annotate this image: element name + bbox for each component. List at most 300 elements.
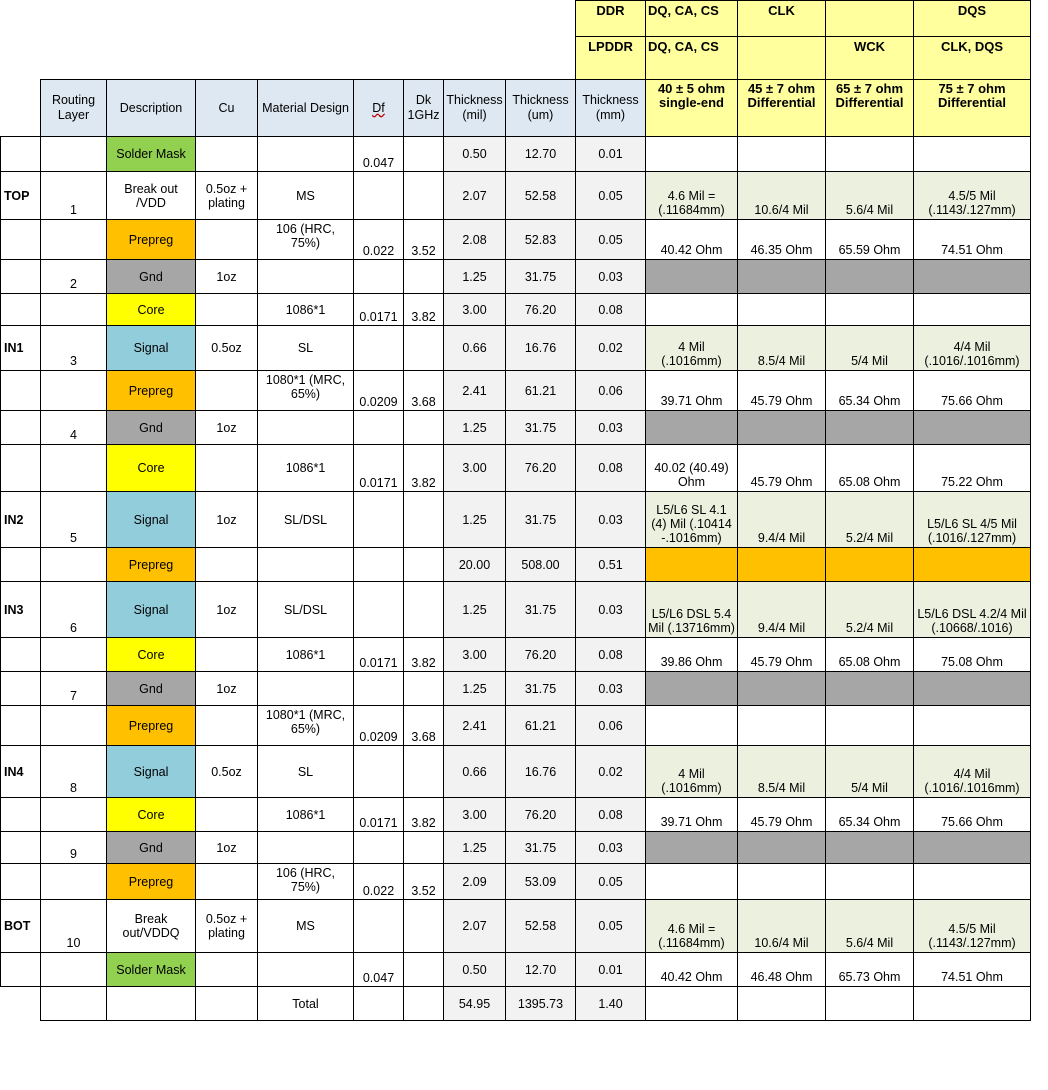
layer-number-cell <box>41 294 107 326</box>
copper-cell: 1oz <box>196 492 258 548</box>
thickness-mm-cell: 0.03 <box>576 672 646 706</box>
impedance-75-cell: 75.08 Ohm <box>914 638 1031 672</box>
impedance-45-cell <box>738 260 826 294</box>
impedance-75-cell <box>914 294 1031 326</box>
impedance-40-cell: 4 Mil (.1016mm) <box>646 326 738 371</box>
table-row <box>1 582 1031 638</box>
table-row <box>1 746 1031 798</box>
material-cell <box>258 672 354 706</box>
table-row <box>1 492 1031 548</box>
thickness-mil-cell: 0.50 <box>444 953 506 987</box>
impedance-65-cell <box>826 548 914 582</box>
thickness-um-cell: 52.58 <box>506 900 576 953</box>
impedance-75-cell <box>914 864 1031 900</box>
thickness-um-cell: 31.75 <box>506 492 576 548</box>
layer-cell <box>1 294 41 326</box>
copper-cell <box>196 638 258 672</box>
description-cell: Prepreg <box>107 220 196 260</box>
impedance-75-cell: L5/L6 SL 4/5 Mil (.1016/.127mm) <box>914 492 1031 548</box>
layer-number-cell <box>41 137 107 172</box>
impedance-45-cell <box>738 294 826 326</box>
impedance-40-cell: 4 Mil (.1016mm) <box>646 746 738 798</box>
dk-cell <box>404 137 444 172</box>
col-df <box>354 80 404 137</box>
dk-cell: 3.82 <box>404 638 444 672</box>
layer-cell <box>1 220 41 260</box>
thickness-mm-cell: 0.01 <box>576 953 646 987</box>
layer-number-cell <box>41 445 107 492</box>
table-row <box>1 987 1031 1021</box>
impedance-65-cell: 5/4 Mil <box>826 746 914 798</box>
thickness-mm-cell: 0.08 <box>576 294 646 326</box>
layer-number-cell <box>41 987 107 1021</box>
thickness-um-cell: 31.75 <box>506 832 576 864</box>
impedance-45-cell: 8.5/4 Mil <box>738 326 826 371</box>
copper-cell: 0.5oz <box>196 746 258 798</box>
material-cell: 1086*1 <box>258 445 354 492</box>
dk-cell <box>404 582 444 638</box>
impedance-65-cell: 5.6/4 Mil <box>826 172 914 220</box>
df-cell <box>354 832 404 864</box>
impedance-40-cell: 4.6 Mil = (.11684mm) <box>646 900 738 953</box>
thickness-um-cell: 16.76 <box>506 326 576 371</box>
group-header-row-ddr <box>1 1 1031 37</box>
impedance-75-cell <box>914 411 1031 445</box>
layer-cell <box>1 987 41 1021</box>
layer-cell <box>1 445 41 492</box>
material-cell: SL/DSL <box>258 492 354 548</box>
impedance-65-cell <box>826 260 914 294</box>
impedance-65-cell: 5.2/4 Mil <box>826 492 914 548</box>
dk-cell: 3.68 <box>404 371 444 411</box>
group-lpddr-empty <box>738 37 826 80</box>
impedance-45-cell: 46.48 Ohm <box>738 953 826 987</box>
impedance-65-cell: 65.08 Ohm <box>826 445 914 492</box>
thickness-mm-cell: 0.03 <box>576 411 646 445</box>
dk-cell <box>404 987 444 1021</box>
impedance-65-cell: 65.08 Ohm <box>826 638 914 672</box>
material-cell: 1086*1 <box>258 294 354 326</box>
table-row <box>1 260 1031 294</box>
description-cell: Gnd <box>107 260 196 294</box>
impedance-75-cell: 4.5/5 Mil (.1143/.127mm) <box>914 172 1031 220</box>
impedance-45-cell: 10.6/4 Mil <box>738 900 826 953</box>
layer-cell <box>1 953 41 987</box>
impedance-40-cell: 4.6 Mil = (.11684mm) <box>646 172 738 220</box>
impedance-75-cell: 75.22 Ohm <box>914 445 1031 492</box>
thickness-um-cell: 76.20 <box>506 638 576 672</box>
layer-number-cell <box>41 798 107 832</box>
df-cell: 0.047 <box>354 137 404 172</box>
copper-cell <box>196 548 258 582</box>
dk-cell <box>404 492 444 548</box>
impedance-40-cell: 40.42 Ohm <box>646 953 738 987</box>
thickness-mil-cell: 0.50 <box>444 137 506 172</box>
thickness-mm-cell: 0.06 <box>576 706 646 746</box>
df-cell: 0.0171 <box>354 638 404 672</box>
layer-number-cell: 8 <box>41 746 107 798</box>
thickness-mm-cell: 0.03 <box>576 832 646 864</box>
df-cell <box>354 260 404 294</box>
impedance-75-cell <box>914 987 1031 1021</box>
impedance-75-cell: 75.66 Ohm <box>914 798 1031 832</box>
impedance-45-cell <box>738 548 826 582</box>
impedance-75-cell: L5/L6 DSL 4.2/4 Mil (.10668/.1016) <box>914 582 1031 638</box>
df-cell <box>354 492 404 548</box>
impedance-75-cell <box>914 548 1031 582</box>
thickness-mm-cell: 0.08 <box>576 638 646 672</box>
thickness-mil-cell: 2.07 <box>444 900 506 953</box>
impedance-75-cell <box>914 832 1031 864</box>
layer-number-cell: 6 <box>41 582 107 638</box>
layer-cell <box>1 260 41 294</box>
group-ddr-clk: CLK <box>738 1 826 37</box>
layer-cell <box>1 672 41 706</box>
impedance-40-cell <box>646 832 738 864</box>
table-row <box>1 638 1031 672</box>
description-cell: Prepreg <box>107 706 196 746</box>
table-row <box>1 371 1031 411</box>
col-routing-layer: Routing Layer <box>41 80 107 137</box>
table-row <box>1 294 1031 326</box>
impedance-40-cell: L5/L6 SL 4.1 (4) Mil (.10414 -.1016mm) <box>646 492 738 548</box>
dk-cell <box>404 260 444 294</box>
df-cell <box>354 582 404 638</box>
layer-number-cell: 7 <box>41 672 107 706</box>
layer-cell: BOT <box>1 900 41 953</box>
impedance-40-cell: 40.42 Ohm <box>646 220 738 260</box>
thickness-um-cell: 52.83 <box>506 220 576 260</box>
dk-cell <box>404 326 444 371</box>
thickness-mil-cell: 3.00 <box>444 294 506 326</box>
layer-cell <box>1 371 41 411</box>
thickness-mil-cell: 1.25 <box>444 832 506 864</box>
layer-number-cell <box>41 953 107 987</box>
copper-cell <box>196 371 258 411</box>
group-ddr-dqs: DQS <box>914 1 1031 37</box>
thickness-um-cell: 76.20 <box>506 294 576 326</box>
impedance-45-cell: 8.5/4 Mil <box>738 746 826 798</box>
thickness-um-cell: 76.20 <box>506 445 576 492</box>
impedance-65-cell <box>826 411 914 445</box>
thickness-mm-cell: 0.08 <box>576 445 646 492</box>
group-header-row-lpddr <box>1 37 1031 80</box>
thickness-um-cell: 52.58 <box>506 172 576 220</box>
material-cell <box>258 548 354 582</box>
col-description: Description <box>107 80 196 137</box>
thickness-mm-cell: 0.02 <box>576 746 646 798</box>
col-material: Material Design <box>258 80 354 137</box>
df-cell: 0.0171 <box>354 798 404 832</box>
impedance-75-cell: 75.66 Ohm <box>914 371 1031 411</box>
impedance-65-cell: 65.59 Ohm <box>826 220 914 260</box>
material-cell: SL <box>258 746 354 798</box>
layer-number-cell: 2 <box>41 260 107 294</box>
col-thk-um: Thickness (um) <box>506 80 576 137</box>
df-cell <box>354 548 404 582</box>
table-row <box>1 548 1031 582</box>
group-lpddr-wck: WCK <box>826 37 914 80</box>
df-cell <box>354 987 404 1021</box>
table-row <box>1 953 1031 987</box>
impedance-75-cell: 74.51 Ohm <box>914 220 1031 260</box>
thickness-um-cell: 12.70 <box>506 137 576 172</box>
group-ddr-empty <box>826 1 914 37</box>
impedance-40-cell <box>646 260 738 294</box>
df-cell <box>354 746 404 798</box>
material-cell: Total <box>258 987 354 1021</box>
impedance-75-cell: 4/4 Mil (.1016/.1016mm) <box>914 326 1031 371</box>
impedance-40-cell <box>646 548 738 582</box>
layer-cell <box>1 798 41 832</box>
dk-cell <box>404 672 444 706</box>
dk-cell: 3.82 <box>404 445 444 492</box>
thickness-mil-cell: 2.07 <box>444 172 506 220</box>
layer-cell: TOP <box>1 172 41 220</box>
dk-cell: 3.52 <box>404 864 444 900</box>
description-cell: Solder Mask <box>107 137 196 172</box>
col-imp40 <box>646 80 738 137</box>
thickness-mil-cell: 0.66 <box>444 326 506 371</box>
material-cell: 1080*1 (MRC, 65%) <box>258 371 354 411</box>
df-cell <box>354 326 404 371</box>
thickness-mil-cell: 0.66 <box>444 746 506 798</box>
thickness-mm-cell: 0.02 <box>576 326 646 371</box>
thickness-mil-cell: 1.25 <box>444 260 506 294</box>
table-row <box>1 900 1031 953</box>
df-cell <box>354 411 404 445</box>
table-row <box>1 864 1031 900</box>
material-cell: SL <box>258 326 354 371</box>
layer-number-cell <box>41 864 107 900</box>
description-cell: Break out/VDDQ <box>107 900 196 953</box>
impedance-40-cell <box>646 294 738 326</box>
description-cell: Gnd <box>107 832 196 864</box>
thickness-mil-cell: 54.95 <box>444 987 506 1021</box>
description-cell: Gnd <box>107 411 196 445</box>
copper-cell: 0.5oz <box>196 326 258 371</box>
impedance-65-cell <box>826 672 914 706</box>
impedance-75-cell <box>914 260 1031 294</box>
material-cell: 106 (HRC, 75%) <box>258 220 354 260</box>
description-cell: Core <box>107 798 196 832</box>
thickness-um-cell: 31.75 <box>506 582 576 638</box>
thickness-um-cell: 61.21 <box>506 371 576 411</box>
thickness-um-cell: 1395.73 <box>506 987 576 1021</box>
copper-cell: 1oz <box>196 672 258 706</box>
description-cell: Prepreg <box>107 371 196 411</box>
layer-cell: IN4 <box>1 746 41 798</box>
copper-cell: 1oz <box>196 582 258 638</box>
thickness-mil-cell: 2.41 <box>444 706 506 746</box>
impedance-45-cell <box>738 706 826 746</box>
material-cell <box>258 832 354 864</box>
copper-cell: 0.5oz + plating <box>196 172 258 220</box>
thickness-um-cell: 53.09 <box>506 864 576 900</box>
thickness-mil-cell: 2.41 <box>444 371 506 411</box>
layer-number-cell <box>41 220 107 260</box>
impedance-40-cell <box>646 987 738 1021</box>
impedance-45-cell <box>738 832 826 864</box>
impedance-40-cell <box>646 706 738 746</box>
description-cell: Prepreg <box>107 864 196 900</box>
impedance-65-cell: 5.6/4 Mil <box>826 900 914 953</box>
impedance-40-cell: 40.02 (40.49) Ohm <box>646 445 738 492</box>
copper-cell <box>196 987 258 1021</box>
thickness-mm-cell: 0.05 <box>576 220 646 260</box>
table-row <box>1 445 1031 492</box>
group-ddr: DDR <box>576 1 646 37</box>
material-cell: MS <box>258 900 354 953</box>
impedance-65-cell <box>826 706 914 746</box>
impedance-45-cell <box>738 864 826 900</box>
dk-cell: 3.68 <box>404 706 444 746</box>
impedance-75-cell <box>914 137 1031 172</box>
thickness-mil-cell: 2.08 <box>444 220 506 260</box>
table-row <box>1 411 1031 445</box>
layer-number-cell: 9 <box>41 832 107 864</box>
description-cell <box>107 987 196 1021</box>
layer-cell <box>1 137 41 172</box>
copper-cell <box>196 864 258 900</box>
material-cell <box>258 260 354 294</box>
thickness-mm-cell: 0.06 <box>576 371 646 411</box>
dk-cell <box>404 411 444 445</box>
col-imp75: 75 ± 7 ohm Differential <box>914 80 1031 137</box>
layer-number-cell: 4 <box>41 411 107 445</box>
thickness-mil-cell: 3.00 <box>444 638 506 672</box>
table-row <box>1 672 1031 706</box>
df-cell: 0.022 <box>354 220 404 260</box>
thickness-mm-cell: 0.05 <box>576 900 646 953</box>
impedance-65-cell: 5/4 Mil <box>826 326 914 371</box>
thickness-mil-cell: 1.25 <box>444 582 506 638</box>
impedance-45-cell: 9.4/4 Mil <box>738 582 826 638</box>
thickness-um-cell: 76.20 <box>506 798 576 832</box>
impedance-45-cell <box>738 137 826 172</box>
description-cell: Core <box>107 638 196 672</box>
col-imp45: 45 ± 7 ohm Differential <box>738 80 826 137</box>
material-cell <box>258 953 354 987</box>
impedance-40-cell: L5/L6 DSL 5.4 Mil (.13716mm) <box>646 582 738 638</box>
thickness-mm-cell: 0.01 <box>576 137 646 172</box>
thickness-um-cell: 16.76 <box>506 746 576 798</box>
impedance-45-cell <box>738 987 826 1021</box>
thickness-mil-cell: 3.00 <box>444 445 506 492</box>
layer-number-cell: 10 <box>41 900 107 953</box>
dk-cell <box>404 172 444 220</box>
impedance-65-cell: 65.34 Ohm <box>826 798 914 832</box>
df-cell: 0.0171 <box>354 445 404 492</box>
layer-cell <box>1 706 41 746</box>
thickness-mm-cell: 0.03 <box>576 260 646 294</box>
df-cell: 0.0209 <box>354 371 404 411</box>
thickness-mm-cell: 0.03 <box>576 492 646 548</box>
thickness-um-cell: 31.75 <box>506 672 576 706</box>
thickness-mm-cell: 0.51 <box>576 548 646 582</box>
description-cell: Solder Mask <box>107 953 196 987</box>
impedance-45-cell: 45.79 Ohm <box>738 371 826 411</box>
table-row <box>1 798 1031 832</box>
copper-cell <box>196 137 258 172</box>
layer-cell: IN1 <box>1 326 41 371</box>
table-row <box>1 220 1031 260</box>
df-cell <box>354 172 404 220</box>
thickness-mm-cell: 0.08 <box>576 798 646 832</box>
dk-cell <box>404 900 444 953</box>
impedance-65-cell <box>826 864 914 900</box>
thickness-mil-cell: 20.00 <box>444 548 506 582</box>
impedance-75-cell: 4/4 Mil (.1016/.1016mm) <box>914 746 1031 798</box>
description-cell: Signal <box>107 746 196 798</box>
impedance-65-cell: 65.34 Ohm <box>826 371 914 411</box>
dk-cell: 3.82 <box>404 294 444 326</box>
copper-cell <box>196 706 258 746</box>
impedance-45-cell: 46.35 Ohm <box>738 220 826 260</box>
layer-number-cell <box>41 638 107 672</box>
impedance-40-cell <box>646 411 738 445</box>
impedance-65-cell <box>826 137 914 172</box>
col-thk-mm: Thickness (mm) <box>576 80 646 137</box>
layer-cell <box>1 832 41 864</box>
copper-cell <box>196 798 258 832</box>
copper-cell: 1oz <box>196 832 258 864</box>
impedance-75-cell <box>914 672 1031 706</box>
impedance-65-cell <box>826 832 914 864</box>
description-cell: Signal <box>107 582 196 638</box>
impedance-40-cell: 39.71 Ohm <box>646 798 738 832</box>
description-cell: Signal <box>107 492 196 548</box>
impedance-40-cell: 39.71 Ohm <box>646 371 738 411</box>
layer-cell: IN3 <box>1 582 41 638</box>
layer-number-cell: 3 <box>41 326 107 371</box>
thickness-mm-cell: 0.03 <box>576 582 646 638</box>
table-row <box>1 172 1031 220</box>
copper-cell <box>196 445 258 492</box>
thickness-mil-cell: 1.25 <box>444 411 506 445</box>
impedance-75-cell: 4.5/5 Mil (.1143/.127mm) <box>914 900 1031 953</box>
df-cell: 0.0171 <box>354 294 404 326</box>
layer-number-cell: 1 <box>41 172 107 220</box>
layer-cell <box>1 548 41 582</box>
dk-cell <box>404 832 444 864</box>
impedance-65-cell <box>826 294 914 326</box>
table-row <box>1 137 1031 172</box>
thickness-mil-cell: 1.25 <box>444 672 506 706</box>
impedance-45-cell: 9.4/4 Mil <box>738 492 826 548</box>
table-row <box>1 832 1031 864</box>
group-lpddr-dq: DQ, CA, CS <box>646 37 738 80</box>
col-imp65: 65 ± 7 ohm Differential <box>826 80 914 137</box>
group-lpddr-clkdqs: CLK, DQS <box>914 37 1031 80</box>
impedance-65-cell <box>826 987 914 1021</box>
df-cell <box>354 900 404 953</box>
dk-cell <box>404 746 444 798</box>
dk-cell: 3.82 <box>404 798 444 832</box>
impedance-45-cell: 45.79 Ohm <box>738 798 826 832</box>
layer-cell <box>1 411 41 445</box>
dk-cell: 3.52 <box>404 220 444 260</box>
thickness-um-cell: 61.21 <box>506 706 576 746</box>
table-row <box>1 326 1031 371</box>
col-df-label: Df <box>372 100 385 115</box>
df-cell: 0.022 <box>354 864 404 900</box>
copper-cell: 0.5oz + plating <box>196 900 258 953</box>
thickness-mm-cell: 0.05 <box>576 864 646 900</box>
thickness-um-cell: 508.00 <box>506 548 576 582</box>
copper-cell <box>196 220 258 260</box>
thickness-mm-cell: 0.05 <box>576 172 646 220</box>
